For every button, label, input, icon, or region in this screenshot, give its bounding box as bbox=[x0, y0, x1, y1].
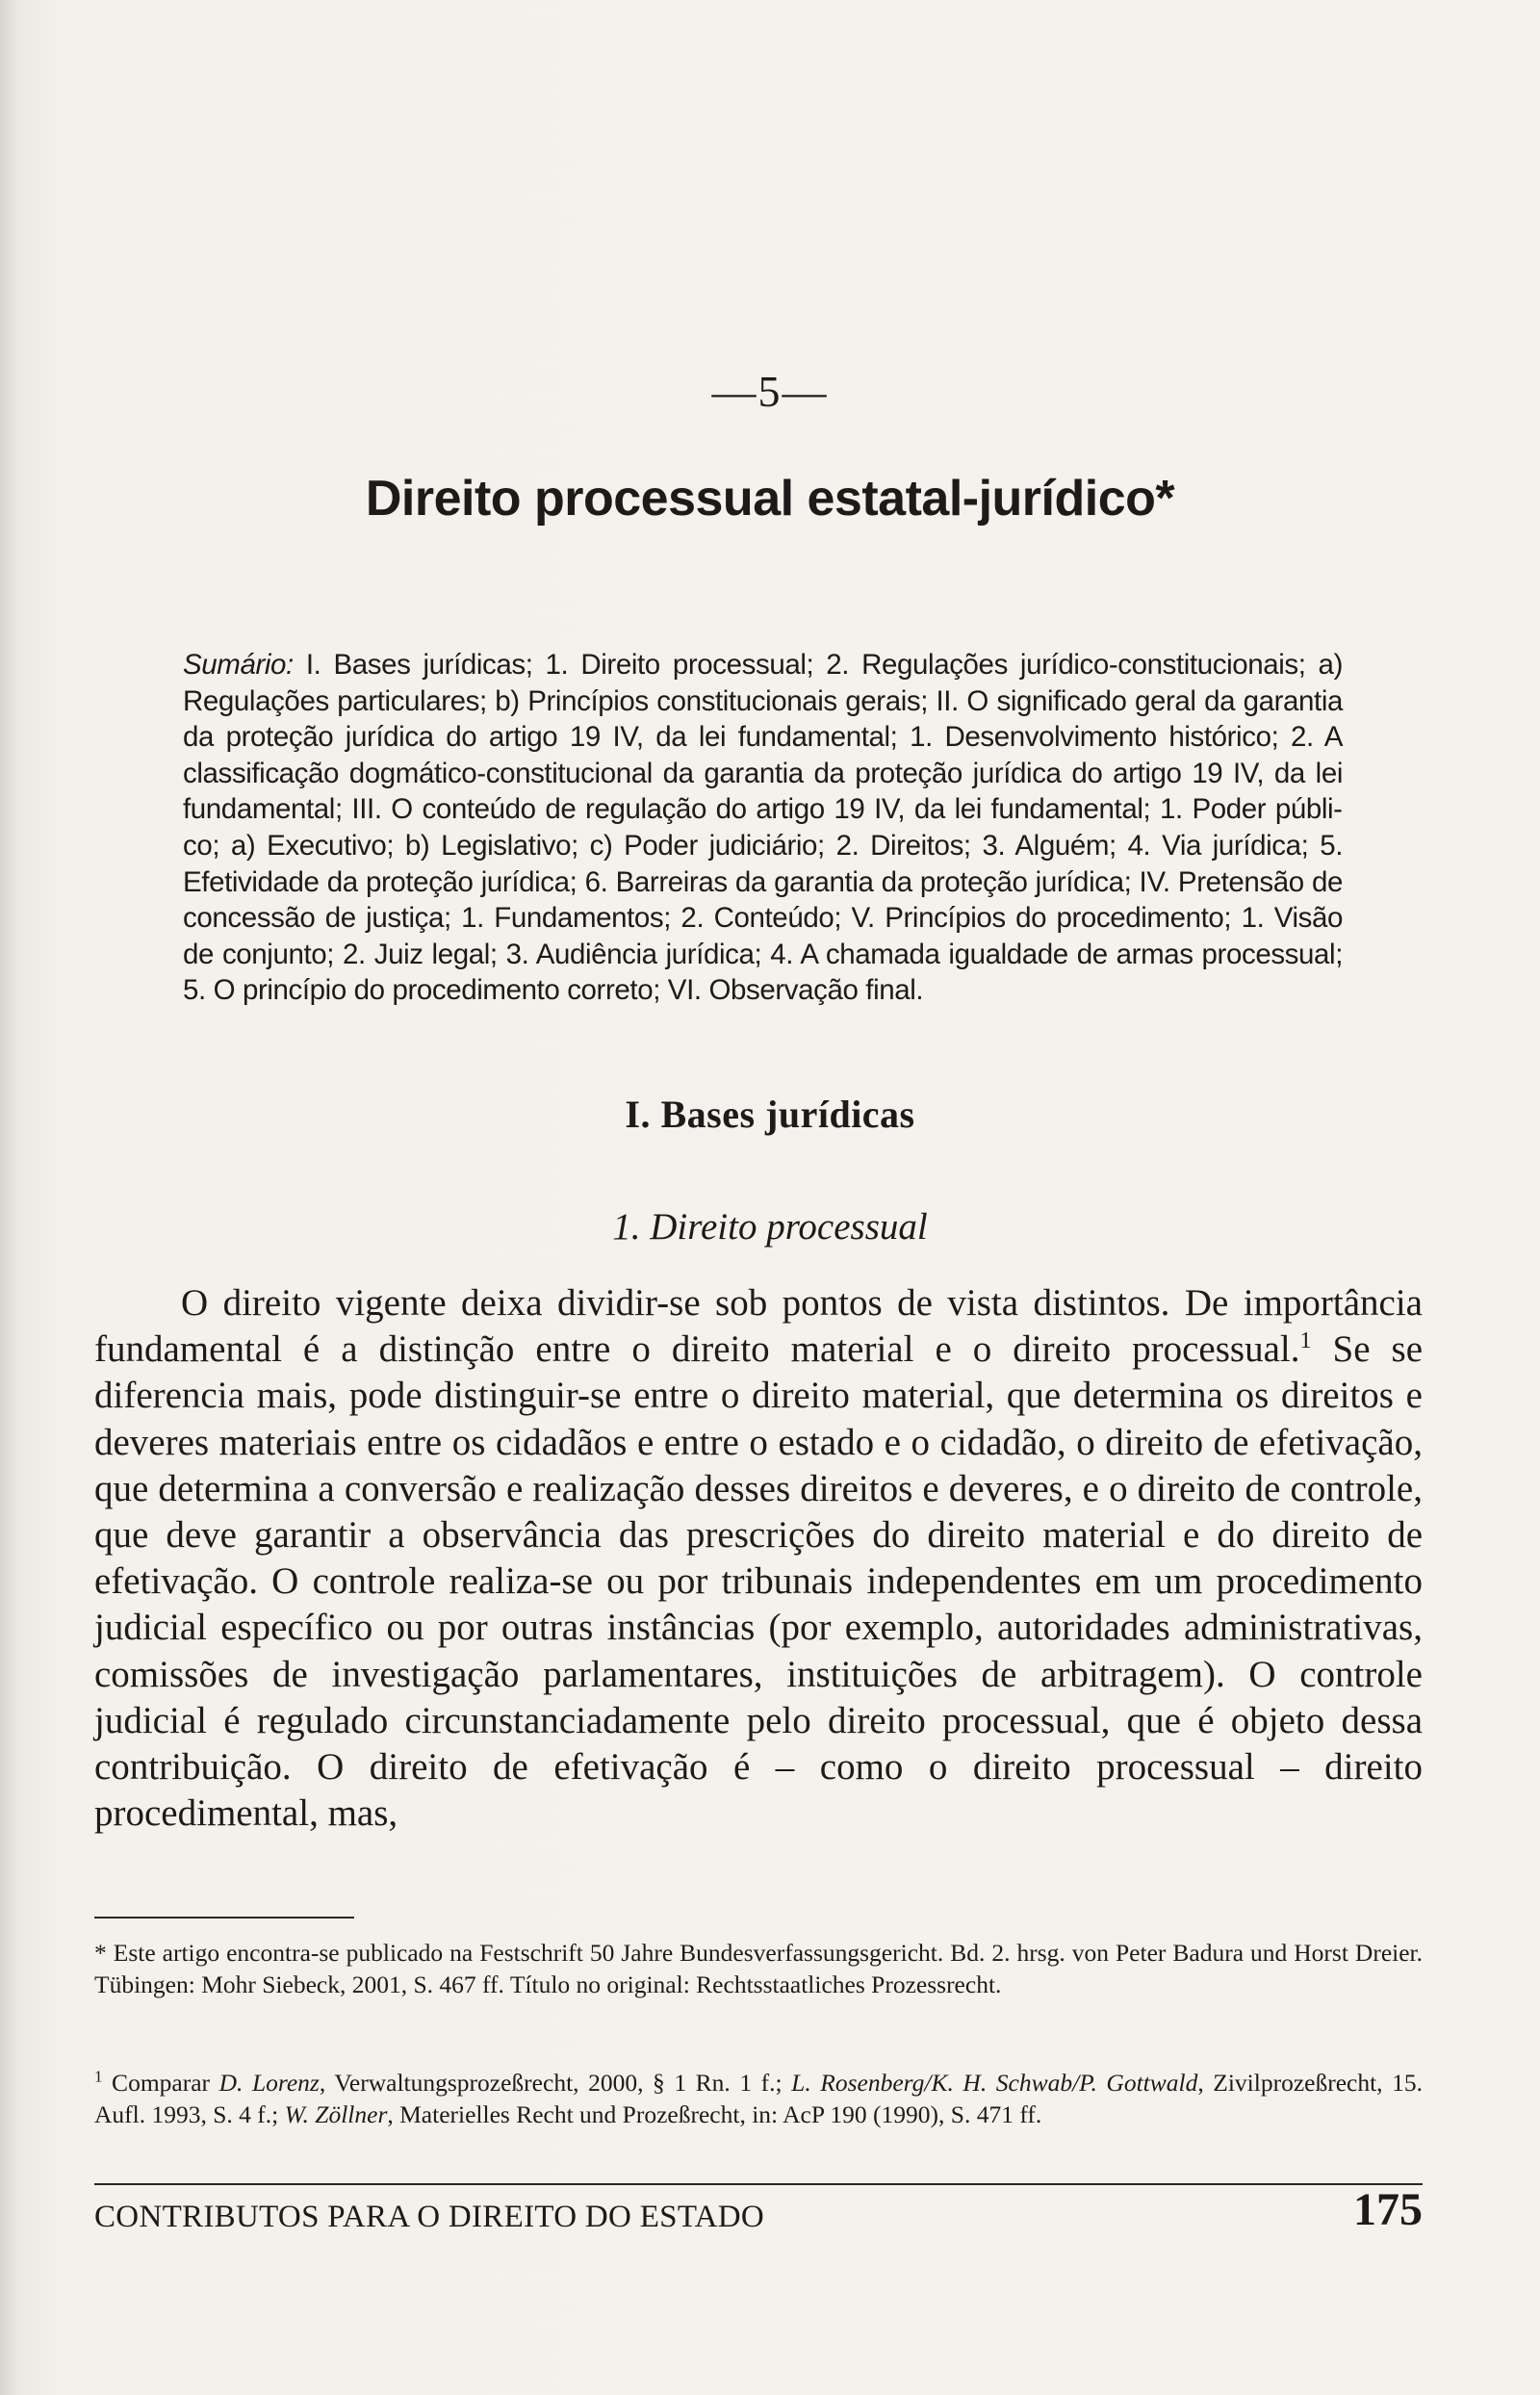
footnote-star bbox=[94, 1937, 1423, 2000]
footnote-1-text: , Materielles Recht und Prozeßrecht, in: AcP 190 (1990), S. 471 ff. bbox=[387, 2100, 1042, 2128]
footnote-star-text: Este artigo encontra-se publicado na Festschrift 50 Jahre Bundesverfassungsgericht. Bd. 2. hrsg. von Peter Badura und Horst Dreier. Tübingen: Mohr Siebeck, 2001, S. 467 ff. Título no original: Rechtsstaatliches Prozessrecht. bbox=[94, 1939, 1423, 1998]
footnote-star-mark: * bbox=[94, 1939, 107, 1967]
chapter-title: Direito processual estatal-jurídico* bbox=[365, 471, 1175, 527]
footnote-1-text: Comparar bbox=[102, 2069, 219, 2097]
page-number: 175 bbox=[1353, 2184, 1423, 2235]
body-text-part1: O direito vigente deixa dividir-se sob pontos de vista distintos. De importância fundamental é a distinção entre o direito material e o direito processual. bbox=[94, 1282, 1423, 1371]
footnote-ref-1: 1 bbox=[1299, 1328, 1312, 1354]
section-title: I. Bases jurídicas bbox=[625, 1093, 915, 1136]
body-text-part2: Se se diferencia mais, pode distinguir-se entre o direito material, que determina os direitos e deveres materiais entre os cidadãos e entre o estado e o cidadão, o direito de efetivação, que determina a conversão e realização desses direitos e deveres, e o direito de controle, que deve garantir a observância das prescrições do direito material e do direito de efetivação. O controle realiza-se ou por tribunais independentes em um procedimento judicial específico ou por outras instâncias (por exemplo, autoridades administrativas, comissões de investigação parlamentares, instituições de arbitragem). O controle judicial é regulado circunstanciadamente pelo direito processual, que é objeto dessa contribuição. O direito de efetivação é – como o direito processual – direito procedimental, mas, bbox=[94, 1328, 1423, 1835]
chapter-number: —5— bbox=[711, 367, 829, 416]
footnote-1-text: , Verwaltungsprozeßrecht, 2000, § 1 Rn. 1 f.; bbox=[319, 2069, 792, 2097]
footnote-1-author: L. Rosenberg/K. H. Schwab/P. Gottwald bbox=[791, 2069, 1198, 2097]
footnote-1-text: , Zivilprozeßrecht, 15. Aufl. 1993, S. 4 f.; bbox=[94, 2069, 1423, 2128]
body-paragraph bbox=[94, 1280, 1423, 1837]
footer-journal-title: CONTRIBUTOS PARA O DIREITO DO ESTADO bbox=[94, 2200, 765, 2234]
summary-label: Sumário: bbox=[183, 649, 294, 681]
footnote-1-author: D. Lorenz bbox=[218, 2069, 320, 2097]
summary bbox=[183, 647, 1343, 1009]
subsection-title: 1. Direito processual bbox=[612, 1206, 928, 1248]
footnote-1-author: W. Zöllner bbox=[284, 2100, 388, 2128]
footnote-divider bbox=[94, 1917, 354, 1919]
summary-text: I. Bases jurídicas; 1. Direito processual; 2. Regulações jurídico-constitucionais; a) Regulações particulares; b) Princípios constitucionais gerais; II. O significado geral da garantia da proteção jurídica do artigo 19 IV, da lei fundamental; 1. Desenvolvimento histórico; 2. A classificação dogmático-constitucional da garantia da proteção jurídica do artigo 19 IV, da lei fundamental; III. O conteúdo de regulação do artigo 19 IV, da lei fundamental; 1. Poder público; a) Executivo; b) Legislativo; c) Poder judiciário; 2. Direitos; 3. Alguém; 4. Via jurídica; 5. Efetividade da proteção jurídica; 6. Barreiras da garantia da proteção jurídica; IV. Pretensão de concessão de justiça; 1. Fundamentos; 2. Conteúdo; V. Princípios do procedimento; 1. Visão de conjunto; 2. Juiz legal; 3. Audiência jurídica; 4. A chamada igualdade de armas processual; 5. O princípio do procedimento correto; VI. Observação final. bbox=[183, 649, 1343, 1007]
footnote-1 bbox=[94, 2067, 1423, 2130]
footer-divider bbox=[94, 2183, 1423, 2185]
footnote-1-mark: 1 bbox=[94, 2067, 103, 2086]
